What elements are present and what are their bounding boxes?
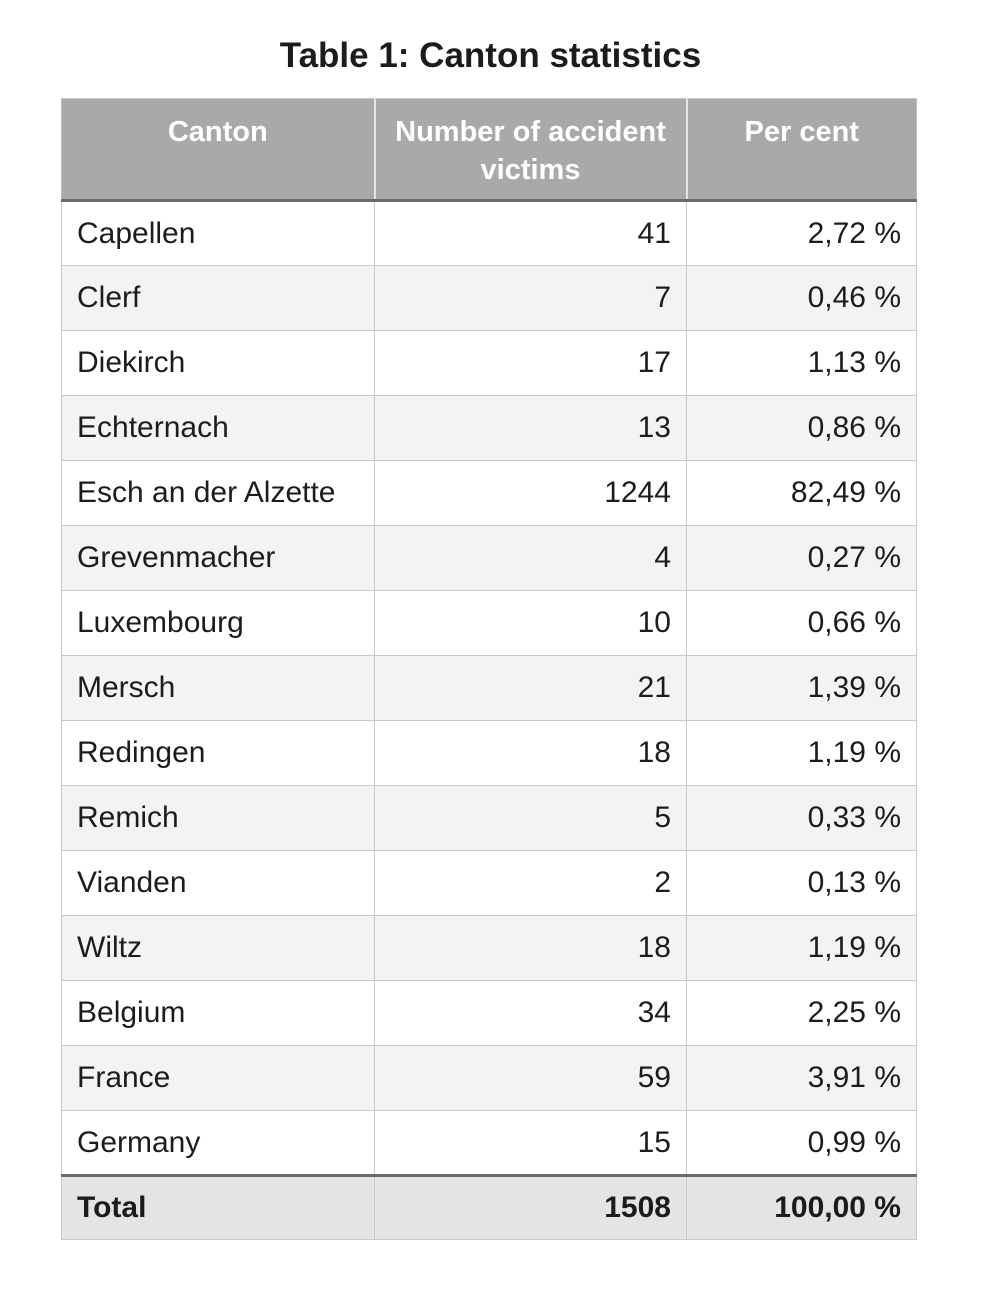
cell-victims: 34 [375, 981, 687, 1046]
total-label: Total [62, 1176, 375, 1240]
cell-canton: Mersch [62, 656, 375, 721]
cell-victims: 2 [375, 851, 687, 916]
canton-statistics-table [61, 98, 917, 1240]
table-row [62, 591, 917, 656]
table-row [62, 266, 917, 331]
cell-canton: Capellen [62, 201, 375, 266]
cell-canton: Vianden [62, 851, 375, 916]
cell-victims: 41 [375, 201, 687, 266]
cell-victims: 21 [375, 656, 687, 721]
cell-canton: Grevenmacher [62, 526, 375, 591]
cell-percent: 1,13 % [687, 331, 917, 396]
table-row [62, 656, 917, 721]
table-row [62, 201, 917, 266]
table-row [62, 526, 917, 591]
cell-victims: 10 [375, 591, 687, 656]
cell-canton: Germany [62, 1111, 375, 1176]
cell-victims: 59 [375, 1046, 687, 1111]
cell-canton: Luxembourg [62, 591, 375, 656]
header-number-of-accident-victims: Number of accident victims [375, 99, 687, 201]
cell-percent: 2,72 % [687, 201, 917, 266]
cell-canton: France [62, 1046, 375, 1111]
cell-percent: 1,39 % [687, 656, 917, 721]
total-row [62, 1176, 917, 1240]
table-row [62, 331, 917, 396]
header-canton: Canton [62, 99, 375, 201]
cell-victims: 13 [375, 396, 687, 461]
table-row [62, 396, 917, 461]
table-row [62, 786, 917, 851]
table-row [62, 916, 917, 981]
table-row [62, 1046, 917, 1111]
cell-victims: 1244 [375, 461, 687, 526]
cell-percent: 82,49 % [687, 461, 917, 526]
table-title: Table 1: Canton statistics [279, 36, 702, 75]
cell-victims: 18 [375, 916, 687, 981]
cell-victims: 17 [375, 331, 687, 396]
table-row [62, 1111, 917, 1176]
table-header-row [62, 99, 917, 201]
cell-percent: 3,91 % [687, 1046, 917, 1111]
cell-percent: 0,66 % [687, 591, 917, 656]
cell-victims: 15 [375, 1111, 687, 1176]
cell-canton: Belgium [62, 981, 375, 1046]
cell-canton: Clerf [62, 266, 375, 331]
header-per-cent: Per cent [687, 99, 917, 201]
cell-victims: 18 [375, 721, 687, 786]
table-body [62, 201, 917, 1176]
cell-canton: Echternach [62, 396, 375, 461]
total-percent: 100,00 % [687, 1176, 917, 1240]
cell-victims: 5 [375, 786, 687, 851]
cell-canton: Remich [62, 786, 375, 851]
cell-percent: 0,13 % [687, 851, 917, 916]
cell-victims: 4 [375, 526, 687, 591]
total-victims: 1508 [375, 1176, 687, 1240]
cell-percent: 2,25 % [687, 981, 917, 1046]
table-row [62, 721, 917, 786]
table-row [62, 461, 917, 526]
table-row [62, 851, 917, 916]
cell-canton: Redingen [62, 721, 375, 786]
cell-victims: 7 [375, 266, 687, 331]
cell-percent: 0,86 % [687, 396, 917, 461]
table-row [62, 981, 917, 1046]
cell-percent: 0,33 % [687, 786, 917, 851]
cell-percent: 1,19 % [687, 721, 917, 786]
cell-canton: Wiltz [62, 916, 375, 981]
cell-canton: Diekirch [62, 331, 375, 396]
cell-percent: 1,19 % [687, 916, 917, 981]
cell-percent: 0,27 % [687, 526, 917, 591]
cell-percent: 0,46 % [687, 266, 917, 331]
cell-percent: 0,99 % [687, 1111, 917, 1176]
cell-canton: Esch an der Alzette [62, 461, 375, 526]
